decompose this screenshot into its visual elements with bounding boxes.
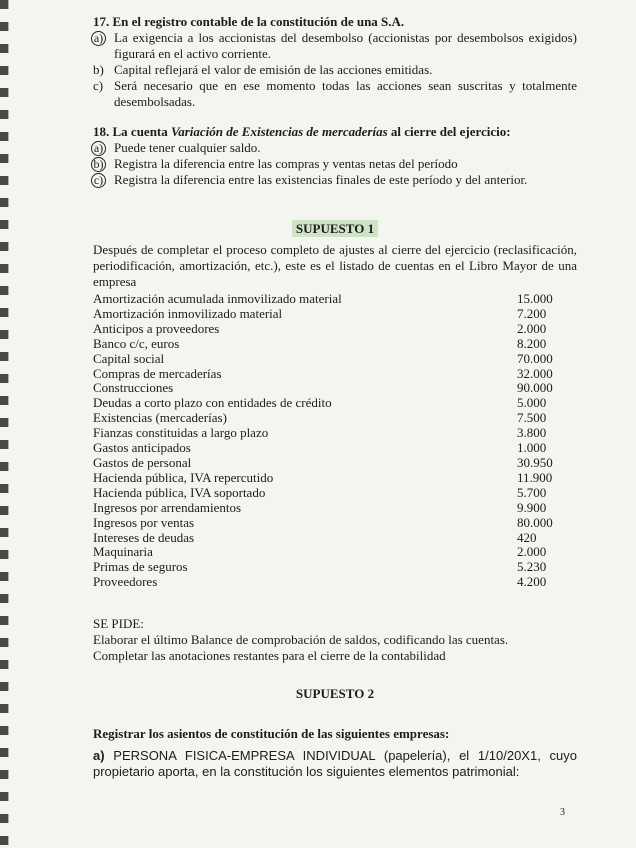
account-row <box>93 531 577 546</box>
question-17-title: 17. En el registro contable de la constitución de una S.A. <box>93 14 405 29</box>
account-name: Banco c/c, euros <box>93 335 180 351</box>
account-row <box>93 322 577 337</box>
account-value: 8.200 <box>517 335 547 351</box>
account-row <box>93 396 577 411</box>
account-name: Fianzas constituidas a largo plazo <box>93 425 269 441</box>
account-value: 2.000 <box>517 320 547 336</box>
account-row <box>93 352 577 367</box>
option-text: Registra la diferencia entre las existencias finales de este período y del anterior. <box>114 172 528 187</box>
account-value: 70.000 <box>517 350 553 366</box>
question-17-options <box>93 30 577 110</box>
question-17-option-c <box>93 78 577 110</box>
account-value: 420 <box>517 529 537 545</box>
supuesto-1-title: SUPUESTO 1 <box>93 221 577 237</box>
option-text: La exigencia a los accionistas del desembolso (accionistas por desembolsos exigidos) figurará en el activo corriente. <box>114 30 577 61</box>
account-row <box>93 292 577 307</box>
account-name: Intereses de deudas <box>93 529 195 545</box>
document-page <box>93 14 577 780</box>
account-value: 90.000 <box>517 380 553 396</box>
spiral-binding <box>0 0 14 848</box>
account-row <box>93 501 577 516</box>
account-name: Ingresos por ventas <box>93 514 195 530</box>
task-1: Elaborar el último Balance de comprobación de saldos, codificando las cuentas. <box>93 632 509 648</box>
supuesto-1-intro: Después de completar el proceso completo de ajustes al cierre del ejercicio (reclasificación, periodificación, amortización, etc.), este es el listado de cuentas en el Libro Mayor de una empresa <box>93 242 577 289</box>
question-18-option-c <box>93 172 577 188</box>
account-value: 1.000 <box>517 440 547 456</box>
accounts-table <box>93 292 577 590</box>
account-row <box>93 560 577 575</box>
account-value: 3.800 <box>517 425 547 441</box>
account-row <box>93 367 577 382</box>
question-18-title: 18. La cuenta Variación de Existencias de mercaderías al cierre del ejercicio: <box>93 124 511 139</box>
account-name: Proveedores <box>93 574 158 590</box>
supuesto-2-heading: Registrar los asientos de constitución de las siguientes empresas: <box>93 726 450 742</box>
task-2: Completar las anotaciones restantes para el cierre de la contabilidad <box>93 648 446 664</box>
supuesto-2-title: SUPUESTO 2 <box>295 686 375 702</box>
account-name: Gastos anticipados <box>93 440 191 456</box>
question-17-option-a <box>93 30 577 62</box>
option-letter: c) <box>93 78 104 93</box>
option-text: Capital reflejará el valor de emisión de las acciones emitidas. <box>114 62 433 77</box>
account-row <box>93 337 577 352</box>
account-name: Compras de mercaderías <box>93 365 222 381</box>
account-name: Gastos de personal <box>93 454 192 470</box>
option-letter: c) <box>91 173 106 188</box>
account-name: Hacienda pública, IVA repercutido <box>93 469 274 485</box>
account-name: Maquinaria <box>93 544 153 560</box>
account-row <box>93 516 577 531</box>
account-value: 5.000 <box>517 395 547 411</box>
account-row <box>93 575 577 590</box>
account-row <box>93 486 577 501</box>
page-number: 3 <box>560 807 565 818</box>
account-value: 9.900 <box>517 499 547 515</box>
account-name: Amortización inmovilizado material <box>93 305 283 321</box>
option-letter: a) <box>91 141 106 156</box>
account-value: 7.500 <box>517 410 547 426</box>
account-value: 2.000 <box>517 544 547 560</box>
option-letter: b) <box>91 157 106 172</box>
account-name: Construcciones <box>93 380 174 396</box>
question-18-options <box>93 140 577 188</box>
account-row <box>93 545 577 560</box>
account-name: Anticipos a proveedores <box>93 320 220 336</box>
account-name: Deudas a corto plazo con entidades de crédito <box>93 395 332 411</box>
question-17-option-b <box>93 62 577 78</box>
account-value: 80.000 <box>517 514 553 530</box>
account-row <box>93 411 577 426</box>
account-value: 15.000 <box>517 291 553 306</box>
account-name: Amortización acumulada inmovilizado material <box>93 291 342 306</box>
account-row <box>93 307 577 322</box>
supuesto-2-item-a: a) PERSONA FISICA-EMPRESA INDIVIDUAL (papelería), el 1/10/20X1, cuyo propietario aporta, en la constitución los siguientes elementos patrimonial: <box>93 748 577 780</box>
account-value: 5.230 <box>517 559 547 575</box>
option-text: Puede tener cualquier saldo. <box>114 140 261 155</box>
account-row <box>93 456 577 471</box>
account-row <box>93 471 577 486</box>
account-value: 11.900 <box>517 469 553 485</box>
account-row <box>93 381 577 396</box>
question-18-option-a <box>93 140 577 156</box>
account-name: Primas de seguros <box>93 559 188 575</box>
se-pide-label: SE PIDE: <box>93 616 144 632</box>
account-name: Capital social <box>93 350 165 366</box>
account-name: Hacienda pública, IVA soportado <box>93 484 266 500</box>
account-value: 30.950 <box>517 454 553 470</box>
option-letter: a) <box>91 31 106 46</box>
option-text: Registra la diferencia entre las compras y ventas netas del período <box>114 156 458 171</box>
account-value: 5.700 <box>517 484 547 500</box>
option-letter: b) <box>93 62 104 77</box>
option-text: Será necesario que en ese momento todas las acciones sean suscritas y totalmente desembolsadas. <box>114 78 577 109</box>
account-name: Existencias (mercaderías) <box>93 410 227 426</box>
account-value: 4.200 <box>517 574 547 590</box>
account-name: Ingresos por arrendamientos <box>93 499 242 515</box>
account-row <box>93 426 577 441</box>
question-18-option-b <box>93 156 577 172</box>
account-row <box>93 441 577 456</box>
account-value: 7.200 <box>517 305 547 321</box>
account-value: 32.000 <box>517 365 553 381</box>
